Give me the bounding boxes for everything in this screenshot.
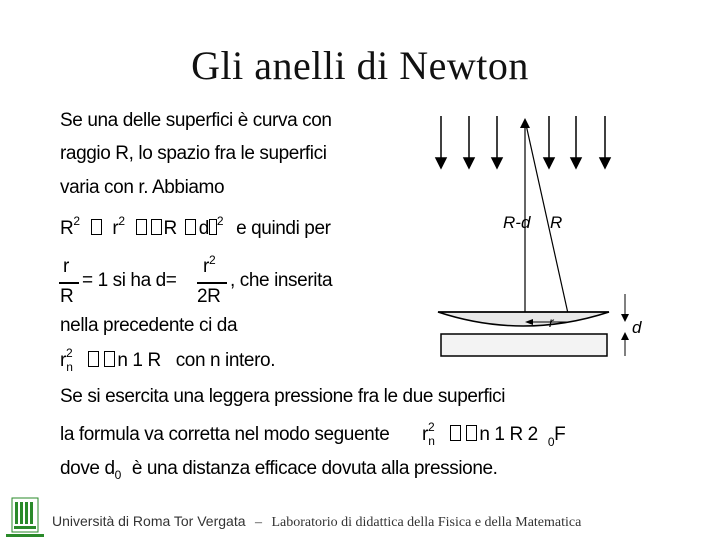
- missing-glyph-box: [91, 219, 102, 235]
- eq1-exponent: 2: [216, 214, 224, 228]
- label-R: R: [550, 213, 563, 232]
- label-r: r: [549, 314, 554, 330]
- missing-glyph-box: [136, 219, 147, 235]
- eq2-r: r: [60, 350, 66, 371]
- newton-rings-figure: [373, 106, 647, 368]
- label-d: d: [632, 318, 642, 337]
- eq3-subscript: n: [428, 434, 435, 448]
- eq1-R2: R: [163, 218, 177, 239]
- eq3-exponent: 2: [427, 420, 435, 434]
- frac-tail-text: , che inserita: [230, 270, 333, 291]
- eq1-d: d: [198, 218, 209, 239]
- glass-plate: [441, 334, 607, 356]
- equation-3: [422, 420, 566, 449]
- line7-start: dove d: [60, 458, 115, 479]
- missing-glyph-box: [185, 219, 196, 235]
- eq1-r: r: [112, 218, 119, 239]
- frac1-bar: [59, 282, 79, 284]
- frac1-denominator: R: [60, 286, 74, 307]
- eq1-R: R: [60, 218, 74, 239]
- body-line-1: Se una delle superfici è curva con: [60, 110, 332, 131]
- axis-arrow: [520, 118, 530, 128]
- missing-glyph-box: [151, 219, 162, 235]
- frac2-numerator: [203, 253, 216, 278]
- footer-lab: Laboratorio di didattica della Fisica e della Matematica: [271, 515, 582, 530]
- curved-lens: [438, 312, 609, 326]
- eq3-end: F: [554, 424, 566, 445]
- frac2-denominator: 2R: [197, 286, 221, 307]
- frac2-bar: [197, 282, 227, 284]
- footer: [52, 513, 581, 531]
- footer-separator: –: [255, 515, 262, 530]
- line7-end: è una distanza efficace dovuta alla pressione.: [131, 458, 498, 479]
- eq2-exponent: 2: [65, 346, 73, 360]
- line7-subscript: 0: [114, 468, 121, 482]
- eq1-R-exponent: 2: [73, 214, 80, 228]
- body-line-5: Se si esercita una leggera pressione fra le due superfici: [60, 386, 506, 407]
- frac-mid-text: = 1 si ha d=: [82, 270, 177, 291]
- eq1-tail: e quindi per: [236, 218, 331, 239]
- university-logo: [6, 494, 44, 538]
- eq3-r: r: [422, 424, 428, 445]
- equation-1: [60, 214, 331, 240]
- eq3-body: n 1 R 2: [479, 424, 538, 445]
- body-line-2: raggio R, lo spazio fra le superfici: [60, 143, 327, 164]
- body-line-4: nella precedente ci da: [60, 315, 238, 336]
- eq2-tail: con n intero.: [175, 350, 276, 371]
- missing-glyph-box: [104, 351, 115, 367]
- footer-university: Università di Roma Tor Vergata: [52, 513, 246, 529]
- missing-glyph-box: [466, 425, 477, 441]
- newton-rings-diagram: [373, 106, 647, 368]
- eq3-subscript-0: 0: [547, 435, 555, 449]
- body-line-3: varia con r. Abbiamo: [60, 177, 225, 198]
- radius-line: [525, 120, 569, 318]
- equation-2: [60, 346, 276, 374]
- missing-glyph-box: [450, 425, 461, 441]
- eq2-subscript: n: [66, 360, 73, 374]
- missing-glyph-box: [88, 351, 99, 367]
- page-title: Gli anelli di Newton: [191, 43, 529, 88]
- body-line-6: la formula va corretta nel modo seguente: [60, 424, 390, 445]
- missing-glyph-box: [209, 219, 217, 235]
- eq1-r-exponent: 2: [118, 214, 125, 228]
- frac1-numerator: r: [63, 256, 69, 277]
- eq2-body: n 1 R: [117, 350, 161, 371]
- body-line-7: [60, 458, 498, 480]
- label-R-minus-d: R-d: [503, 213, 531, 232]
- frac2-r: r: [203, 256, 209, 277]
- logo-icon: [6, 494, 44, 538]
- frac2-exponent: 2: [208, 253, 216, 267]
